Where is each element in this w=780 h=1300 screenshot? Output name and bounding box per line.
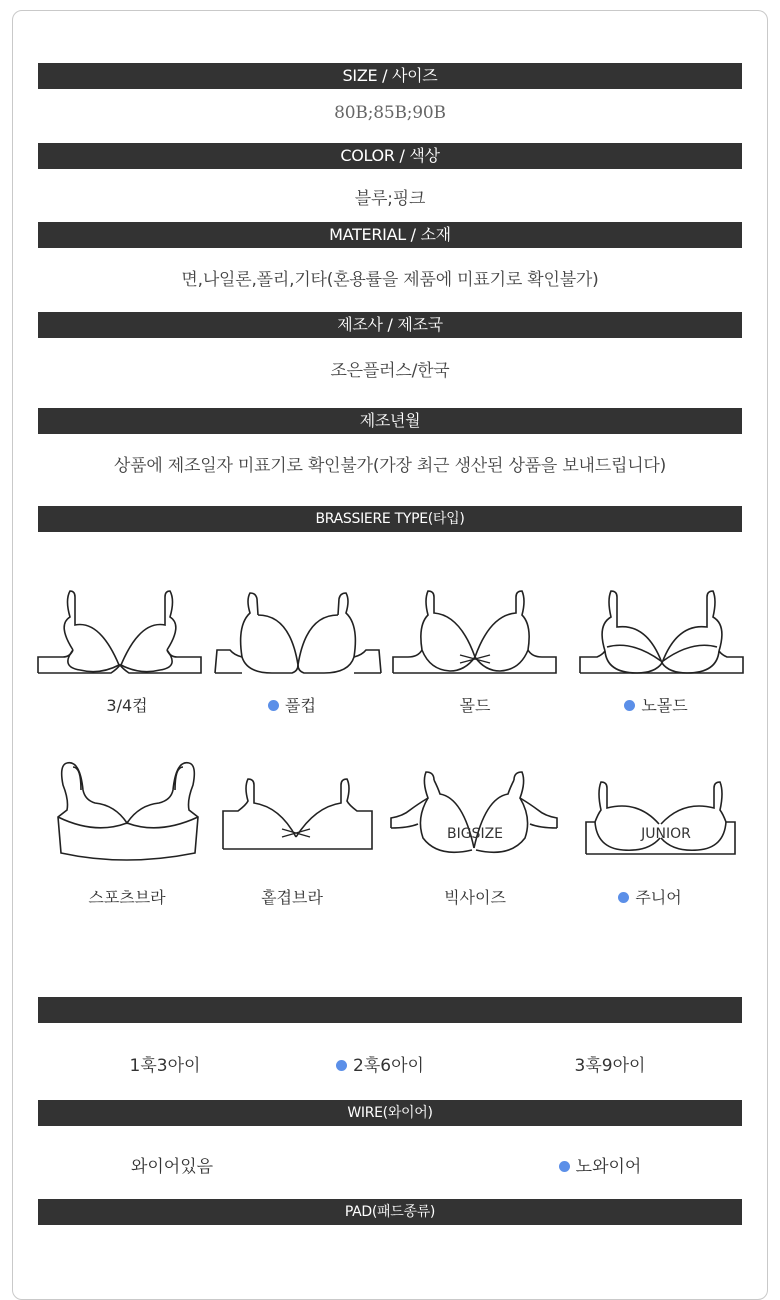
wire-option-with[interactable]: 와이어있음 — [130, 1157, 214, 1177]
hook-option-2[interactable]: 2훅6아이 — [305, 1051, 455, 1076]
bra-type-big-size[interactable]: 빅사이즈 — [444, 888, 506, 907]
manufacture-date-value: 상품에 제조일자 미표기로 확인불가(가장 최근 생산된 상품을 보내드립니다) — [113, 456, 667, 476]
maker-header: 제조사 / 제조국 — [38, 312, 742, 338]
bra-type-full-cup[interactable]: 풀컵 — [202, 693, 382, 716]
no-mold-bra-icon — [577, 585, 757, 705]
wire-option-none[interactable]: 노와이어 — [530, 1152, 670, 1177]
bra-type-no-mold[interactable]: 노몰드 — [566, 693, 746, 716]
full-cup-bra-icon — [212, 585, 392, 705]
bra-type-molded[interactable]: 몰드 — [459, 696, 491, 715]
selected-dot-icon — [618, 892, 629, 903]
material-header: MATERIAL / 소재 — [38, 222, 742, 248]
sports-bra-icon — [55, 755, 235, 875]
bra-type-junior[interactable]: 주니어 — [560, 885, 740, 908]
wire-header: WIRE(와이어) — [38, 1100, 742, 1126]
pad-header: PAD(패드종류) — [38, 1199, 742, 1225]
hook-option-3[interactable]: 3훅9아이 — [574, 1056, 646, 1076]
selected-dot-icon — [336, 1060, 347, 1071]
selected-dot-icon — [559, 1161, 570, 1172]
color-header: COLOR / 색상 — [38, 143, 742, 169]
manufacture-date-header: 제조년월 — [38, 408, 742, 434]
color-value: 블루;핑크 — [354, 189, 426, 209]
junior-overlay-label: JUNIOR — [641, 826, 691, 842]
size-header: SIZE / 사이즈 — [38, 63, 742, 89]
size-value: 80B;85B;90B — [334, 103, 446, 123]
three-quarter-cup-bra-icon — [35, 585, 215, 705]
bra-type-header: BRASSIERE TYPE(타입) — [38, 506, 742, 532]
hook-header — [38, 997, 742, 1023]
single-layer-bra-icon — [220, 775, 400, 895]
molded-bra-icon — [390, 585, 570, 705]
bra-type-sports[interactable]: 스포츠브라 — [88, 888, 166, 907]
selected-dot-icon — [268, 700, 279, 711]
material-value: 면,나일론,폴리,기타(혼용률을 제품에 미표기로 확인불가) — [181, 270, 599, 290]
bra-type-single-layer[interactable]: 홑겹브라 — [261, 888, 323, 907]
big-size-overlay-label: BIGSIZE — [446, 826, 504, 842]
bra-type-three-quarter-cup[interactable]: 3/4컵 — [106, 696, 148, 715]
maker-value: 조은플러스/한국 — [330, 361, 450, 381]
hook-option-1[interactable]: 1훅3아이 — [129, 1056, 201, 1076]
selected-dot-icon — [624, 700, 635, 711]
